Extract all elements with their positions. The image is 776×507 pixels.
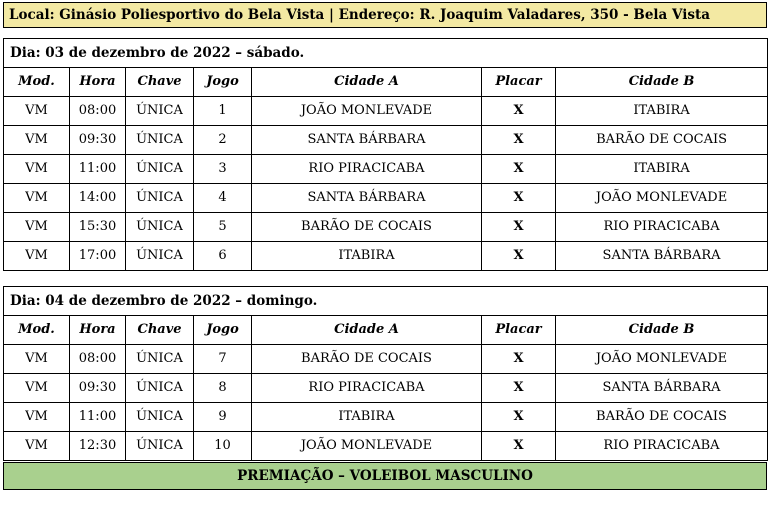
- cell-cidade-a: BARÃO DE COCAIS: [252, 213, 482, 242]
- cell-hora: 09:30: [70, 126, 126, 155]
- cell-placar: X: [482, 97, 556, 126]
- cell-cidade-b: BARÃO DE COCAIS: [556, 403, 768, 432]
- cell-cidade-a: SANTA BÁRBARA: [252, 126, 482, 155]
- cell-mod: VM: [4, 213, 70, 242]
- cell-jogo: 6: [194, 242, 252, 271]
- header-chave: Chave: [126, 316, 194, 345]
- cell-hora: 17:00: [70, 242, 126, 271]
- cell-jogo: 5: [194, 213, 252, 242]
- cell-mod: VM: [4, 403, 70, 432]
- prize-banner: PREMIAÇÃO – VOLEIBOL MASCULINO: [3, 462, 767, 490]
- cell-cidade-b: BARÃO DE COCAIS: [556, 126, 768, 155]
- cell-cidade-a: ITABIRA: [252, 242, 482, 271]
- header-chave: Chave: [126, 68, 194, 97]
- header-row: [4, 68, 768, 97]
- game-row: [4, 97, 768, 126]
- header-hora: Hora: [70, 316, 126, 345]
- cell-cidade-a: RIO PIRACICABA: [252, 374, 482, 403]
- cell-chave: ÚNICA: [126, 97, 194, 126]
- cell-jogo: 3: [194, 155, 252, 184]
- cell-jogo: 4: [194, 184, 252, 213]
- cell-hora: 14:00: [70, 184, 126, 213]
- cell-mod: VM: [4, 432, 70, 461]
- cell-placar: X: [482, 184, 556, 213]
- cell-placar: X: [482, 403, 556, 432]
- cell-cidade-b: SANTA BÁRBARA: [556, 242, 768, 271]
- header-hora: Hora: [70, 68, 126, 97]
- cell-chave: ÚNICA: [126, 432, 194, 461]
- cell-cidade-b: ITABIRA: [556, 97, 768, 126]
- cell-chave: ÚNICA: [126, 126, 194, 155]
- schedule-table-day-1: [3, 38, 768, 271]
- header-cidade-a: Cidade A: [252, 68, 482, 97]
- schedule-table-day-2: [3, 286, 768, 461]
- cell-hora: 11:00: [70, 403, 126, 432]
- game-row: [4, 213, 768, 242]
- header-cidade-b: Cidade B: [556, 68, 768, 97]
- cell-jogo: 10: [194, 432, 252, 461]
- cell-chave: ÚNICA: [126, 213, 194, 242]
- header-cidade-a: Cidade A: [252, 316, 482, 345]
- day-title-row: [4, 287, 768, 316]
- header-mod: Mod.: [4, 68, 70, 97]
- cell-placar: X: [482, 155, 556, 184]
- cell-mod: VM: [4, 242, 70, 271]
- cell-cidade-a: JOÃO MONLEVADE: [252, 432, 482, 461]
- cell-chave: ÚNICA: [126, 403, 194, 432]
- cell-mod: VM: [4, 184, 70, 213]
- game-row: [4, 403, 768, 432]
- cell-placar: X: [482, 374, 556, 403]
- cell-cidade-b: JOÃO MONLEVADE: [556, 345, 768, 374]
- cell-cidade-b: RIO PIRACICABA: [556, 432, 768, 461]
- cell-chave: ÚNICA: [126, 374, 194, 403]
- cell-hora: 15:30: [70, 213, 126, 242]
- cell-chave: ÚNICA: [126, 242, 194, 271]
- cell-placar: X: [482, 126, 556, 155]
- cell-cidade-a: SANTA BÁRBARA: [252, 184, 482, 213]
- header-row: [4, 316, 768, 345]
- cell-chave: ÚNICA: [126, 155, 194, 184]
- cell-chave: ÚNICA: [126, 184, 194, 213]
- cell-jogo: 2: [194, 126, 252, 155]
- cell-jogo: 1: [194, 97, 252, 126]
- cell-hora: 12:30: [70, 432, 126, 461]
- cell-mod: VM: [4, 374, 70, 403]
- cell-cidade-a: JOÃO MONLEVADE: [252, 97, 482, 126]
- game-row: [4, 184, 768, 213]
- day-title: Dia: 04 de dezembro de 2022 – domingo.: [4, 287, 768, 316]
- cell-hora: 08:00: [70, 97, 126, 126]
- cell-placar: X: [482, 432, 556, 461]
- cell-cidade-a: ITABIRA: [252, 403, 482, 432]
- game-row: [4, 242, 768, 271]
- game-row: [4, 432, 768, 461]
- cell-placar: X: [482, 213, 556, 242]
- cell-placar: X: [482, 242, 556, 271]
- cell-cidade-b: SANTA BÁRBARA: [556, 374, 768, 403]
- cell-hora: 11:00: [70, 155, 126, 184]
- day-title: Dia: 03 de dezembro de 2022 – sábado.: [4, 39, 768, 68]
- cell-cidade-b: RIO PIRACICABA: [556, 213, 768, 242]
- cell-placar: X: [482, 345, 556, 374]
- cell-mod: VM: [4, 126, 70, 155]
- cell-hora: 09:30: [70, 374, 126, 403]
- day-title-row: [4, 39, 768, 68]
- cell-jogo: 8: [194, 374, 252, 403]
- game-row: [4, 345, 768, 374]
- header-jogo: Jogo: [194, 68, 252, 97]
- cell-mod: VM: [4, 345, 70, 374]
- cell-mod: VM: [4, 155, 70, 184]
- game-row: [4, 155, 768, 184]
- game-row: [4, 374, 768, 403]
- cell-chave: ÚNICA: [126, 345, 194, 374]
- cell-mod: VM: [4, 97, 70, 126]
- header-mod: Mod.: [4, 316, 70, 345]
- cell-cidade-a: RIO PIRACICABA: [252, 155, 482, 184]
- cell-jogo: 9: [194, 403, 252, 432]
- header-placar: Placar: [482, 316, 556, 345]
- header-placar: Placar: [482, 68, 556, 97]
- cell-cidade-b: ITABIRA: [556, 155, 768, 184]
- header-jogo: Jogo: [194, 316, 252, 345]
- game-row: [4, 126, 768, 155]
- venue-banner: Local: Ginásio Poliesportivo do Bela Vista | Endereço: R. Joaquim Valadares, 350 - Bela Vista: [3, 2, 767, 28]
- cell-cidade-a: BARÃO DE COCAIS: [252, 345, 482, 374]
- header-cidade-b: Cidade B: [556, 316, 768, 345]
- cell-hora: 08:00: [70, 345, 126, 374]
- cell-cidade-b: JOÃO MONLEVADE: [556, 184, 768, 213]
- cell-jogo: 7: [194, 345, 252, 374]
